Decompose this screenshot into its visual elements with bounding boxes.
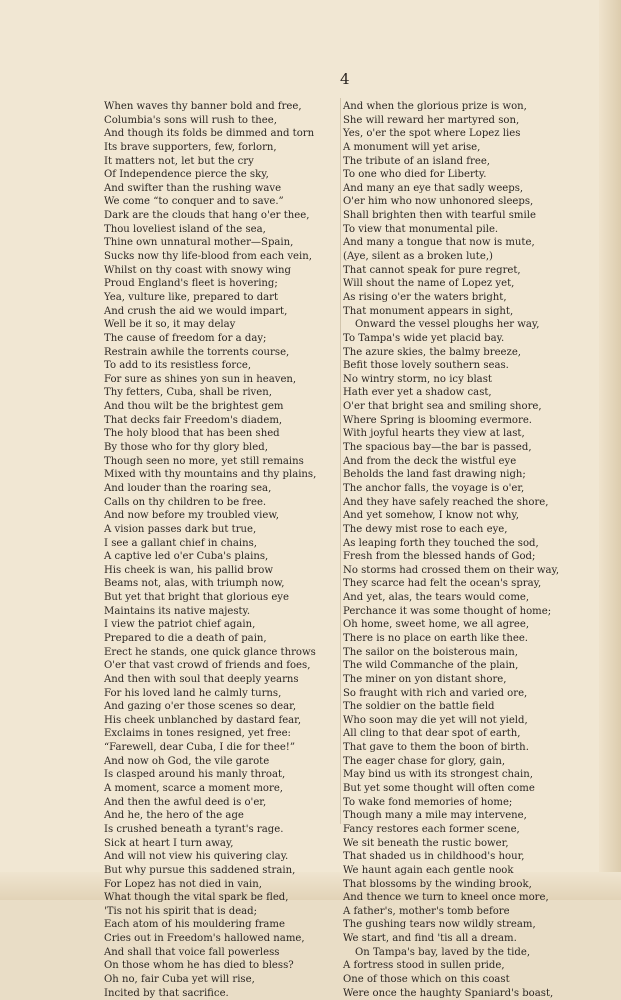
poem-line: The spacious bay—the bar is passed, <box>343 442 532 454</box>
poem-line: A monument will yet arise, <box>343 141 481 153</box>
poem-line: Shall brighten then with tearful smile <box>343 210 536 222</box>
poem-line: O'er that bright sea and smiling shore, <box>343 401 542 413</box>
poem-line: The gushing tears now wildly stream, <box>343 919 536 931</box>
poem-line: The wild Commanche of the plain, <box>343 660 519 672</box>
poem-line: We haunt again each gentle nook <box>343 864 514 876</box>
poem-line: Yes, o'er the spot where Lopez lies <box>343 128 521 140</box>
poem-line: What though the vital spark be fled, <box>104 892 289 904</box>
poem-line: Is crushed beneath a tyrant's rage. <box>104 823 284 835</box>
poem-line: The sailor on the boisterous main, <box>343 646 518 658</box>
poem-line: Its brave supporters, few, forlorn, <box>104 141 277 153</box>
poem-line: The soldier on the battle field <box>343 701 495 713</box>
poem-line: By those who for thy glory bled, <box>104 442 268 454</box>
poem-line: Thy fetters, Cuba, shall be riven, <box>104 387 272 399</box>
poem-line: They scarce had felt the ocean's spray, <box>343 578 542 590</box>
poem-line: Thou loveliest island of the sea, <box>104 223 266 235</box>
poem-line: She will reward her martyred son, <box>343 114 520 126</box>
poem-line: Columbia's sons will rush to thee, <box>104 114 277 126</box>
poem-line: Exclaims in tones resigned, yet free: <box>104 728 291 740</box>
poem-line: Hath ever yet a shadow cast, <box>343 387 492 399</box>
poem-line: No wintry storm, no icy blast <box>343 373 492 385</box>
poem-line: Yea, vulture like, prepared to dart <box>104 291 279 303</box>
poem-line: To view that monumental pile. <box>343 223 499 235</box>
poem-line: O'er him who now unhonored sleeps, <box>343 196 534 208</box>
poem-line: We sit beneath the rustic bower, <box>343 837 509 849</box>
poem-line: When waves thy banner bold and free, <box>104 101 302 112</box>
poem-line: His cheek unblanched by dastard fear, <box>104 714 302 726</box>
poem-line: A fortress stood in sullen pride, <box>343 960 505 972</box>
poem-line: So fraught with rich and varied ore, <box>343 687 528 699</box>
poem-line: To one who died for Liberty. <box>343 169 487 181</box>
poem-line: The eager chase for glory, gain, <box>343 755 506 767</box>
poem-line: And thou wilt be the brightest gem <box>104 401 284 413</box>
poem-line: It matters not, let but the cry <box>104 155 254 167</box>
poem-line: Mixed with thy mountains and thy plains, <box>104 469 317 481</box>
poem-line: Beams not, alas, with triumph now, <box>104 578 285 590</box>
poem-line: Is clasped around his manly throat, <box>104 769 286 781</box>
poem-line: Thine own unnatural mother—Spain, <box>104 237 294 249</box>
poem-line: That monument appears in sight, <box>343 305 514 317</box>
poem-line: And thence we turn to kneel once more, <box>343 892 549 904</box>
poem-line: A vision passes dark but true, <box>104 523 257 535</box>
poem-line: And louder than the roaring sea, <box>104 482 272 494</box>
poem-line: And he, the hero of the age <box>104 810 244 822</box>
poem-line: That cannot speak for pure regret, <box>343 264 521 276</box>
poem-line: The cause of freedom for a day; <box>104 332 267 344</box>
poem-line: But yet some thought will often come <box>343 783 535 795</box>
poem-line: Where Spring is blooming evermore. <box>343 414 533 426</box>
poem-line: And many an eye that sadly weeps, <box>343 182 524 194</box>
poem-line: Who soon may die yet will not yield, <box>343 714 528 726</box>
poem-line: I view the patriot chief again, <box>104 619 256 631</box>
poem-line: The holy blood that has been shed <box>104 428 280 440</box>
poem-line: Will shout the name of Lopez yet, <box>343 278 515 290</box>
poem-line: Perchance it was some thought of home; <box>343 605 552 617</box>
poem-line: And now before my troubled view, <box>104 510 279 522</box>
poem-column-left <box>104 100 316 1000</box>
poem-line: Maintains its native majesty. <box>104 605 251 617</box>
poem-line: To Tampa's wide yet placid bay. <box>343 332 505 344</box>
poem-line: To wake fond memories of home; <box>343 796 513 808</box>
poem-line: That shaded us in childhood's hour, <box>343 851 525 863</box>
poem-line: Incited by that sacrifice. <box>104 987 229 999</box>
poem-line: No storms had crossed them on their way, <box>343 564 560 576</box>
poem-line: 'Tis not his spirit that is dead; <box>104 905 258 917</box>
poem-line: Though many a mile may intervene, <box>343 810 527 822</box>
poem-line: The azure skies, the balmy breeze, <box>343 346 522 358</box>
poem-line: Sucks now thy life-blood from each vein, <box>104 251 312 263</box>
poem-line: And shall that voice fall powerless <box>104 946 280 958</box>
poem-line: And yet, alas, the tears would come, <box>343 592 530 604</box>
poem-line: Fresh from the blessed hands of God; <box>343 551 536 563</box>
poem-line: On Tampa's bay, laved by the tide, <box>355 946 531 958</box>
poem-line: With joyful hearts they view at last, <box>343 428 525 440</box>
poem-line: Beholds the land fast drawing nigh; <box>343 469 526 481</box>
poem-line: Each atom of his mouldering frame <box>104 919 285 931</box>
poem-line: Prepared to die a death of pain, <box>104 632 267 644</box>
poem-line: (Aye, silent as a broken lute,) <box>343 251 493 263</box>
poem-line: A moment, scarce a moment more, <box>104 783 284 795</box>
poem-line: But yet that bright that glorious eye <box>104 592 289 604</box>
poem-line: And will not view his quivering clay. <box>104 851 289 863</box>
poem-line: There is no place on earth like thee. <box>343 632 528 644</box>
poem-line: Befit those lovely southern seas. <box>343 360 509 372</box>
poem-line: The miner on yon distant shore, <box>343 673 507 685</box>
poem-line: We start, and find 'tis all a dream. <box>343 933 517 945</box>
poem-line: Restrain awhile the torrents course, <box>104 346 290 358</box>
poem-line: For sure as shines yon sun in heaven, <box>104 373 297 385</box>
poem-line: Dark are the clouds that hang o'er thee, <box>104 210 310 222</box>
poem-line: For his loved land he calmly turns, <box>104 687 282 699</box>
poem-line: Calls on thy children to be free. <box>104 496 267 508</box>
poem-line: Of Independence pierce the sky, <box>104 169 269 181</box>
poem-line: The tribute of an island free, <box>343 155 491 167</box>
poem-line: And then the awful deed is o'er, <box>104 796 267 808</box>
poem-line: To add to its resistless force, <box>104 360 252 372</box>
poem-column-right <box>343 100 559 1000</box>
poem-line: I see a gallant chief in chains, <box>104 537 258 549</box>
poem-line: May bind us with its strongest chain, <box>343 769 533 781</box>
poem-line: Onward the vessel ploughs her way, <box>355 319 540 331</box>
poem-line: Erect he stands, one quick glance throws <box>104 646 316 658</box>
poem-line: O'er that vast crowd of friends and foes, <box>104 660 311 672</box>
poem-line: The anchor falls, the voyage is o'er, <box>343 482 525 494</box>
poem-line: Well be it so, it may delay <box>104 319 236 331</box>
poem-line: Sick at heart I turn away, <box>104 837 234 849</box>
poem-line: As rising o'er the waters bright, <box>343 291 507 303</box>
poem-line: And then with soul that deeply yearns <box>104 673 299 685</box>
poem-line: For Lopez has not died in vain, <box>104 878 262 890</box>
poem-line: And now oh God, the vile garote <box>104 755 270 767</box>
poem-line: A captive led o'er Cuba's plains, <box>104 551 269 563</box>
poem-line: A father's, mother's tomb before <box>343 905 510 917</box>
poem-line: Oh home, sweet home, we all agree, <box>343 619 530 631</box>
page-number: 4 <box>340 70 350 88</box>
poem-line: That gave to them the boon of birth. <box>343 742 529 754</box>
poem-line: That decks fair Freedom's diadem, <box>104 414 283 426</box>
poem-line: We come “to conquer and to save.” <box>104 196 284 208</box>
poem-line: That blossoms by the winding brook, <box>343 878 532 890</box>
poem-line: One of those which on this coast <box>343 974 510 985</box>
poem-line: “Farewell, dear Cuba, I die for thee!” <box>104 742 296 754</box>
poem-line: Oh no, fair Cuba yet will rise, <box>104 974 255 985</box>
poem-line: Fancy restores each former scene, <box>343 823 520 835</box>
poem-line: But why pursue this saddened strain, <box>104 864 296 876</box>
poem-line: His cheek is wan, his pallid brow <box>104 564 273 576</box>
poem-line: The dewy mist rose to each eye, <box>343 523 508 535</box>
poem-line: On those whom he has died to bless? <box>104 960 294 972</box>
poem-line: And gazing o'er those scenes so dear, <box>104 701 297 713</box>
poem-line: As leaping forth they touched the sod, <box>343 537 539 549</box>
poem-line: And from the deck the wistful eye <box>343 455 517 467</box>
poem-line: And crush the aid we would impart, <box>104 305 288 317</box>
poem-line: And swifter than the rushing wave <box>104 182 282 194</box>
poem-line: And when the glorious prize is won, <box>343 101 527 112</box>
poem-line: Were once the haughty Spaniard's boast, <box>343 987 554 999</box>
poem-line: Whilst on thy coast with snowy wing <box>104 264 291 276</box>
poem-line: And they have safely reached the shore, <box>343 496 549 508</box>
poem-line: Though seen no more, yet still remains <box>104 455 304 467</box>
poem-line: All cling to that dear spot of earth, <box>343 728 521 740</box>
poem-line: Proud England's fleet is hovering; <box>104 278 278 290</box>
page-edge-shadow <box>599 0 621 900</box>
poem-line: And many a tongue that now is mute, <box>343 237 535 249</box>
poem-line: And yet somehow, I know not why, <box>343 510 519 522</box>
poem-line: And though its folds be dimmed and torn <box>104 128 315 140</box>
column-divider <box>340 98 341 824</box>
poem-line: Cries out in Freedom's hallowed name, <box>104 933 305 945</box>
